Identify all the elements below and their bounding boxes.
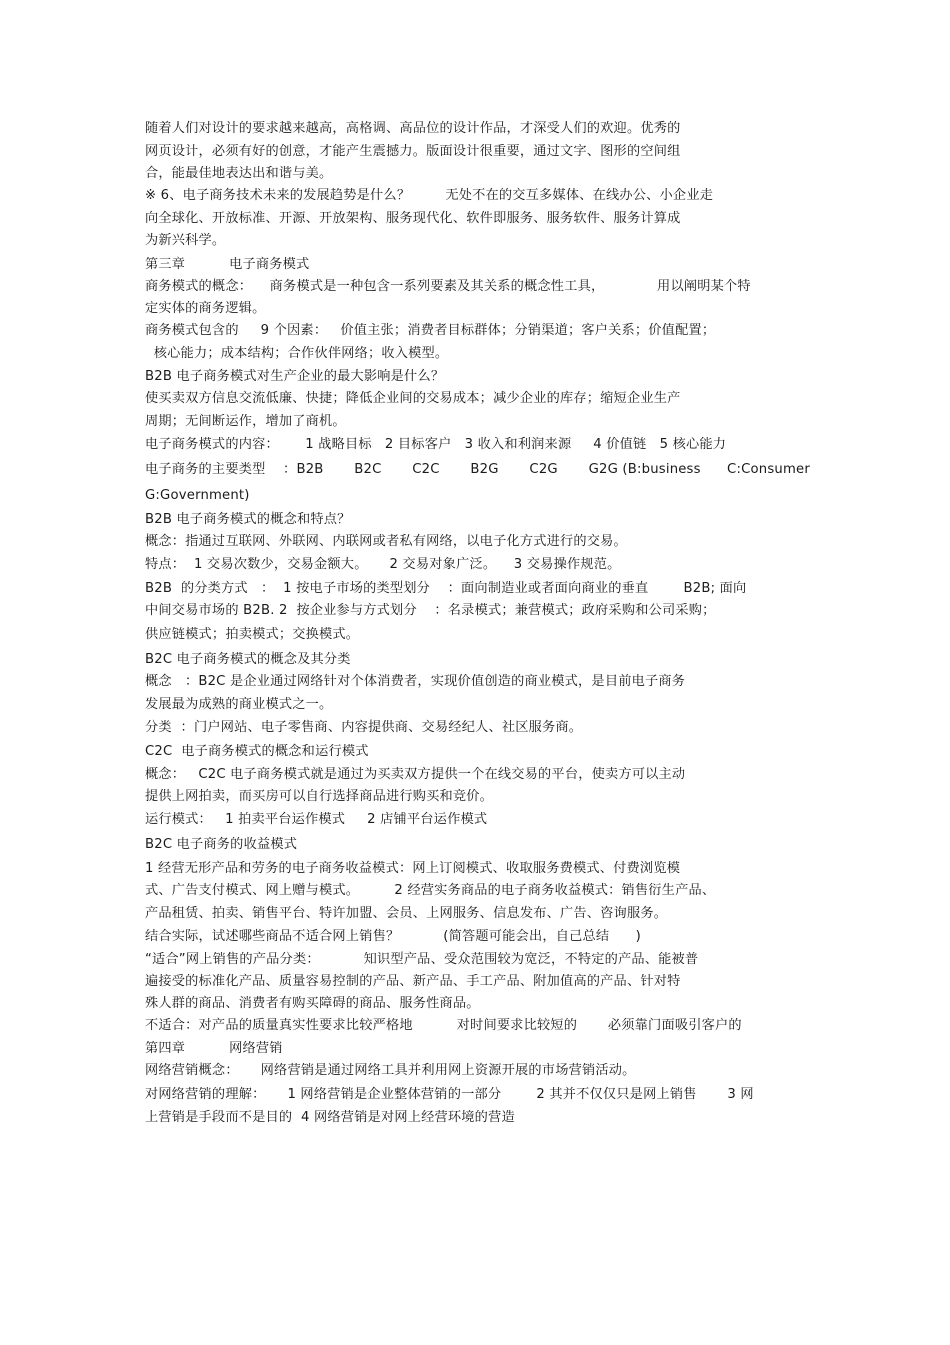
text-line: 为新兴科学。 bbox=[145, 233, 226, 248]
text-line: 不适合：对产品的质量真实性要求比较严格地 对时间要求比较短的 必须靠门面吸引客户的 bbox=[145, 1018, 742, 1033]
text-line: B2B 的分类方式 ： 1 按电子市场的类型划分 ：面向制造业或者面向商业的垂直 B2B; 面向 bbox=[145, 581, 747, 596]
text-line: 周期；无间断运作，增加了商机。 bbox=[145, 414, 346, 429]
text-line: 特点： 1 交易次数少，交易金额大。 2 交易对象广泛。 3 交易操作规范。 bbox=[145, 557, 621, 572]
text-line: 商务模式包含的 9 个因素： 价值主张；消费者目标群体；分销渠道；客户关系；价值配置； bbox=[145, 323, 716, 338]
chapter-heading: 第四章 网络营销 bbox=[145, 1041, 283, 1056]
text-line: 核心能力；成本结构；合作伙伴网络；收入模型。 bbox=[145, 346, 449, 361]
text-line: 提供上网拍卖，而买房可以自行选择商品进行购买和竞价。 bbox=[145, 789, 494, 804]
text-line: 上营销是手段而不是目的 4 网络营销是对网上经营环境的营造 bbox=[145, 1110, 515, 1125]
text-line: 产品租赁、拍卖、销售平台、特许加盟、会员、上网服务、信息发布、广告、咨询服务。 bbox=[145, 906, 668, 921]
section-heading: B2C 电子商务模式的概念及其分类 bbox=[145, 652, 351, 667]
section-heading: B2C 电子商务的收益模式 bbox=[145, 837, 298, 852]
chapter-heading: 第三章 电子商务模式 bbox=[145, 257, 310, 272]
text-line: 概念 ：B2C 是企业通过网络针对个体消费者，实现价值创造的商业模式，是目前电子商务 bbox=[145, 674, 686, 689]
text-line: 殊人群的商品、消费者有购买障碍的商品、服务性商品。 bbox=[145, 996, 480, 1011]
text-line: 概念：指通过互联网、外联网、内联网或者私有网络，以电子化方式进行的交易。 bbox=[145, 534, 627, 549]
text-line: 使买卖双方信息交流低廉、快捷；降低企业间的交易成本；减少企业的库存；缩短企业生产 bbox=[145, 391, 681, 406]
text-line: G:Government) bbox=[145, 488, 250, 503]
text-line: 结合实际，试述哪些商品不适合网上销售？ (简答题可能会出，自己总结 ) bbox=[145, 929, 641, 944]
text-line: 发展最为成熟的商业模式之一。 bbox=[145, 697, 333, 712]
text-line: 概念： C2C 电子商务模式就是通过为买卖双方提供一个在线交易的平台，使卖方可以主动 bbox=[145, 767, 686, 782]
section-heading: B2B 电子商务模式对生产企业的最大影响是什么？ bbox=[145, 369, 445, 384]
text-line: 网页设计，必须有好的创意，才能产生震撼力。版面设计很重要，通过文字、图形的空间组 bbox=[145, 144, 681, 159]
section-heading: B2B 电子商务模式的概念和特点？ bbox=[145, 512, 351, 527]
text-line: 网络营销概念： 网络营销是通过网络工具并利用网上资源开展的市场营销活动。 bbox=[145, 1063, 636, 1078]
text-line: 供应链模式；拍卖模式；交换模式。 bbox=[145, 627, 360, 642]
text-line: 1 经营无形产品和劳务的电子商务收益模式：网上订阅模式、收取服务费模式、付费浏览模 bbox=[145, 861, 681, 876]
text-line: 运行模式： 1 拍卖平台运作模式 2 店铺平台运作模式 bbox=[145, 812, 488, 827]
text-line: “适合”网上销售的产品分类： 知识型产品、受众范围较为宽泛，不特定的产品、能被普 bbox=[145, 952, 699, 967]
text-line: 电子商务模式的内容： 1 战略目标 2 目标客户 3 收入和利润来源 4 价值链 5 核心能力 bbox=[145, 437, 727, 452]
section-heading: C2C 电子商务模式的概念和运行模式 bbox=[145, 744, 369, 759]
text-line: 中间交易市场的 B2B. 2 按企业参与方式划分 ：名录模式；兼营模式；政府采购和公司采购； bbox=[145, 603, 716, 618]
text-line: 分类 ：门户网站、电子零售商、内容提供商、交易经纪人、社区服务商。 bbox=[145, 720, 583, 735]
text-line: 遍接受的标准化产品、质量容易控制的产品、新产品、手工产品、附加值高的产品、针对特 bbox=[145, 974, 681, 989]
text-line: 对网络营销的理解： 1 网络营销是企业整体营销的一部分 2 其并不仅仅只是网上销售 3 网 bbox=[145, 1087, 754, 1102]
text-line: 随着人们对设计的要求越来越高，高格调、高品位的设计作品，才深受人们的欢迎。优秀的 bbox=[145, 121, 681, 136]
text-line: 定实体的商务逻辑。 bbox=[145, 301, 266, 316]
text-line: 商务模式的概念： 商务模式是一种包含一系列要素及其关系的概念性工具， 用以阐明某个特 bbox=[145, 279, 751, 294]
text-line: 电子商务的主要类型 ：B2B B2C C2C B2G C2G G2G (B:business C:Consumer bbox=[145, 462, 810, 477]
text-line: 式、广告支付模式、网上赠与模式。 2 经营实务商品的电子商务收益模式：销售衍生产品、 bbox=[145, 883, 716, 898]
text-line: ※ 6、电子商务技术未来的发展趋势是什么？ 无处不在的交互多媒体、在线办公、小企业走 bbox=[145, 188, 714, 203]
text-line: 向全球化、开放标准、开源、开放架构、服务现代化、软件即服务、服务软件、服务计算成 bbox=[145, 211, 681, 226]
text-line: 合，能最佳地表达出和谐与美。 bbox=[145, 166, 333, 181]
